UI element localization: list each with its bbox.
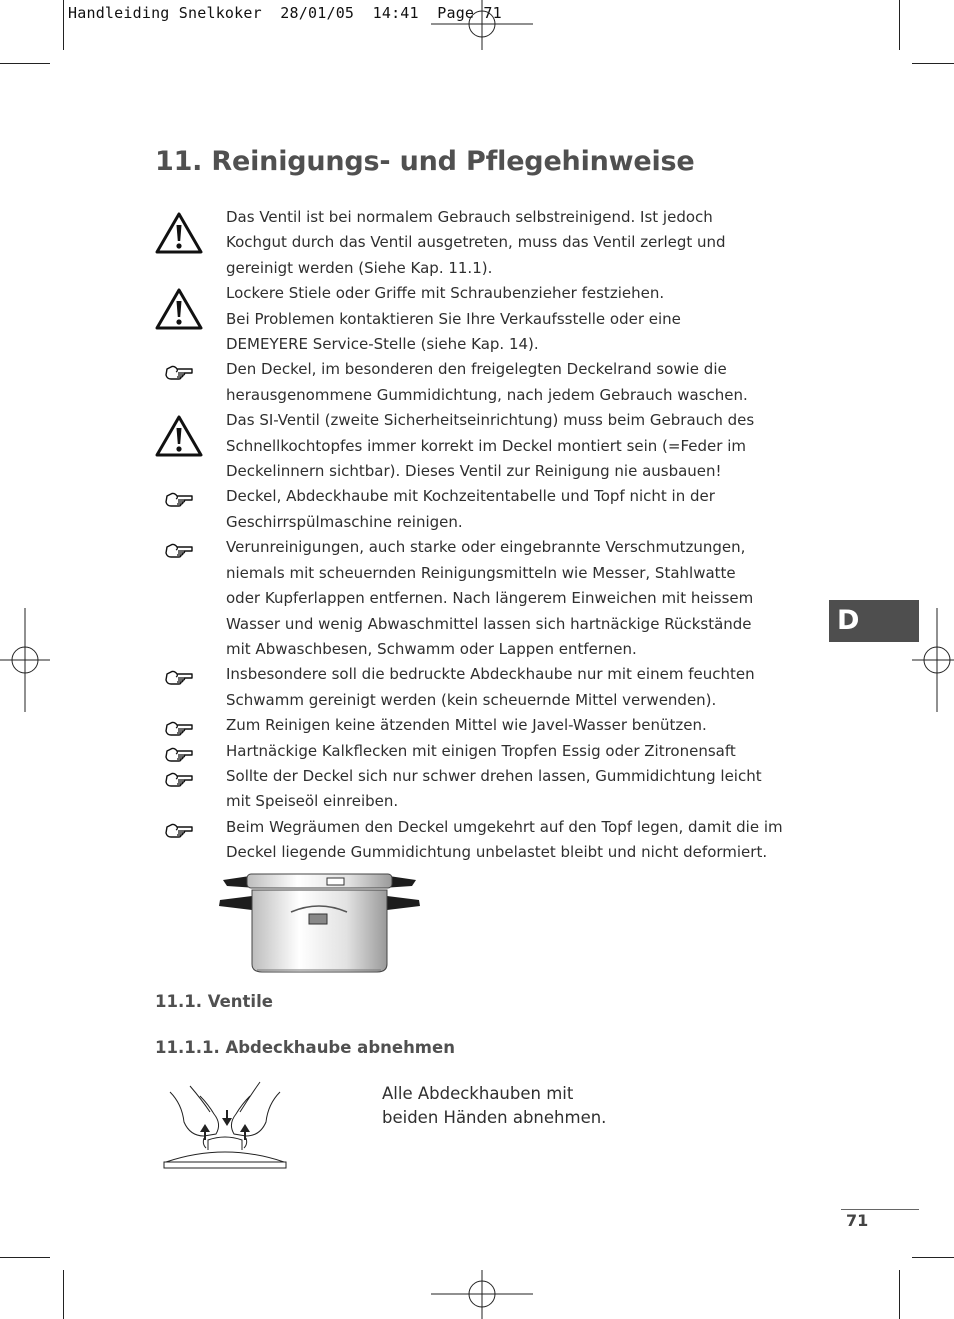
pointing-hand-icon <box>165 542 193 558</box>
instruction-text-line: Beim Wegräumen den Deckel umgekehrt auf den Topf legen, damit die im <box>226 817 783 836</box>
instruction-item <box>155 764 795 815</box>
registration-mark <box>431 1270 533 1319</box>
instruction-text-line: niemals mit scheuernden Reinigungsmitteln wie Messer, Stahlwatte <box>226 563 736 582</box>
instruction-item <box>155 713 795 738</box>
crop-mark <box>912 63 954 64</box>
instruction-item <box>155 815 795 866</box>
crop-mark <box>63 0 64 50</box>
instruction-text-line: Sollte der Deckel sich nur schwer drehen lassen, Gummidichtung leicht <box>226 766 762 785</box>
instruction-item <box>155 662 795 713</box>
language-tab: D <box>829 600 919 642</box>
instruction-text-line: Schnellkochtopfes immer korrekt im Deckel montiert sein (=Feder im <box>226 436 746 455</box>
instruction-text-line: Lockere Stiele oder Griffe mit Schraubenzieher festziehen. <box>226 284 665 303</box>
warning-icon <box>155 287 203 331</box>
instruction-text-line: Deckelinnern sichtbar). Dieses Ventil zur Reinigung nie ausbauen! <box>226 462 722 481</box>
instruction-text-line: Verunreinigungen, auch starke oder eingebrannte Verschmutzungen, <box>226 538 746 557</box>
pointing-hand-icon <box>165 491 193 507</box>
caption-line: Alle Abdeckhauben mit <box>382 1084 574 1103</box>
instruction-text-line: Das Ventil ist bei normalem Gebrauch selbstreinigend. Ist jedoch <box>226 208 713 226</box>
instruction-text-line: mit Abwaschbesen, Schwamm oder Lappen entfernen. <box>226 639 637 658</box>
instruction-list <box>155 205 795 866</box>
instruction-item <box>155 484 795 535</box>
print-header: Handleiding Snelkoker 28/01/05 14:41 Page 71 <box>68 4 502 22</box>
instruction-text-line: DEMEYERE Service-Stelle (siehe Kap. 14). <box>226 335 539 354</box>
registration-mark <box>431 0 533 50</box>
instruction-item <box>155 408 795 484</box>
instruction-text-line: Deckel liegende Gummidichtung unbelastet bleibt und nicht deformiert. <box>226 843 768 862</box>
instruction-text-line: Zum Reinigen keine ätzenden Mittel wie Javel-Wasser benützen. <box>226 716 707 735</box>
instruction-item <box>155 739 795 764</box>
instruction-text-line: gereinigt werden (Siehe Kap. 11.1). <box>226 258 493 277</box>
warning-icon <box>155 211 203 255</box>
subsection-heading: 11.1.1. Abdeckhaube abnehmen <box>155 1038 455 1057</box>
instruction-text-line: Schwamm gereinigt werden (kein scheuernde Mittel verwenden). <box>226 690 717 709</box>
instruction-item <box>155 535 795 662</box>
page-number: 71 <box>846 1211 869 1230</box>
crop-mark <box>912 1257 954 1258</box>
instruction-text-line: Hartnäckige Kalkflecken mit einigen Tropfen Essig oder Zitronensaft <box>226 741 736 760</box>
page-title: 11. Reinigungs- und Pflegehinweise <box>155 146 695 177</box>
crop-mark <box>63 1270 64 1319</box>
instruction-text-line: Insbesondere soll die bedruckte Abdeckhaube nur mit einem feuchten <box>226 665 755 684</box>
instruction-item <box>155 357 795 408</box>
instruction-text-line: Geschirrspülmaschine reinigen. <box>226 512 463 531</box>
section-heading: 11.1. Ventile <box>155 992 273 1011</box>
instruction-text-line: Kochgut durch das Ventil ausgetreten, muss das Ventil zerlegt und <box>226 233 726 252</box>
hands-removing-cover-illustration <box>160 1074 290 1174</box>
instruction-text-line: herausgenommene Gummidichtung, nach jedem Gebrauch waschen. <box>226 385 748 404</box>
pointing-hand-icon <box>165 669 193 685</box>
crop-mark <box>0 1257 50 1258</box>
instruction-item <box>155 205 795 281</box>
pointing-hand-icon <box>165 746 193 762</box>
instruction-text-line: oder Kupferlappen entfernen. Nach längerem Einweichen mit heissem <box>226 589 754 608</box>
crop-mark <box>0 63 50 64</box>
warning-icon <box>155 414 203 458</box>
pointing-hand-icon <box>165 771 193 787</box>
illustration-caption <box>382 1082 606 1129</box>
pressure-cooker-illustration <box>217 872 422 976</box>
instruction-text-line: Den Deckel, im besonderen den freigelegten Deckelrand sowie die <box>226 360 727 379</box>
instruction-item <box>155 281 795 357</box>
pointing-hand-icon <box>165 822 193 838</box>
pointing-hand-icon <box>165 364 193 380</box>
registration-mark <box>0 608 50 712</box>
crop-mark <box>899 0 900 50</box>
instruction-text-line: Wasser und wenig Abwaschmittel lassen sich hartnäckige Rückstände <box>226 614 752 633</box>
page-number-rule <box>841 1209 919 1210</box>
caption-line: beiden Händen abnehmen. <box>382 1107 607 1127</box>
pointing-hand-icon <box>165 720 193 736</box>
instruction-text-line: mit Speiseöl einreiben. <box>226 792 399 811</box>
instruction-text-line: Deckel, Abdeckhaube mit Kochzeitentabelle und Topf nicht in der <box>226 487 715 506</box>
instruction-text-line: Bei Problemen kontaktieren Sie Ihre Verkaufsstelle oder eine <box>226 309 681 328</box>
instruction-text-line: Das SI-Ventil (zweite Sicherheitseinrichtung) muss beim Gebrauch des <box>226 411 755 430</box>
crop-mark <box>899 1270 900 1319</box>
